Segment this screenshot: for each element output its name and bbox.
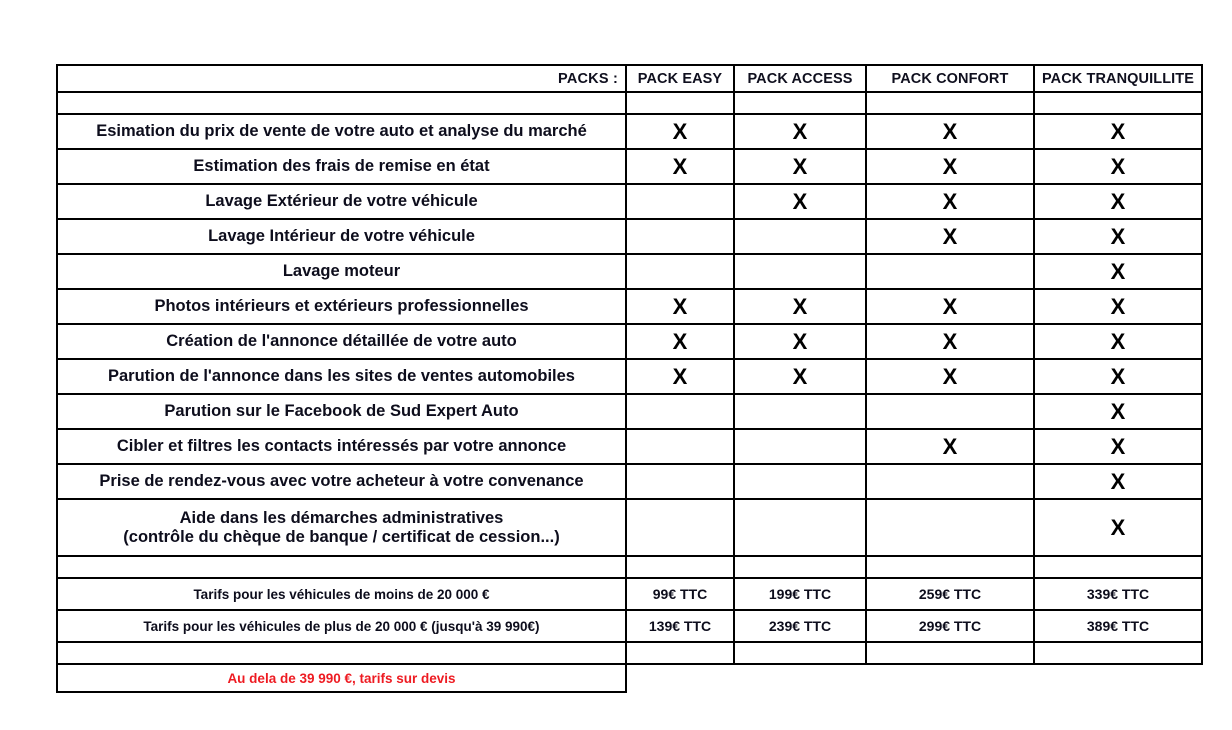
feature-mark-easy — [626, 499, 734, 556]
feature-mark-confort: X — [866, 149, 1034, 184]
feature-mark-confort: X — [866, 359, 1034, 394]
feature-mark-access: X — [734, 149, 866, 184]
feature-mark-easy — [626, 219, 734, 254]
feature-mark-easy: X — [626, 149, 734, 184]
feature-mark-confort — [866, 394, 1034, 429]
feature-mark-easy — [626, 184, 734, 219]
feature-label: Lavage Extérieur de votre véhicule — [57, 184, 626, 219]
header-pack-confort: PACK CONFORT — [866, 65, 1034, 92]
spacer-cell-4 — [1034, 642, 1202, 664]
table-row — [57, 464, 1202, 499]
footnote-empty-4 — [1034, 664, 1202, 692]
feature-mark-access — [734, 499, 866, 556]
feature-mark-tranquillite: X — [1034, 464, 1202, 499]
table-row — [57, 499, 1202, 556]
footnote-text: Au dela de 39 990 €, tarifs sur devis — [57, 664, 626, 692]
feature-label: Lavage moteur — [57, 254, 626, 289]
feature-mark-access: X — [734, 184, 866, 219]
header-pack-easy: PACK EASY — [626, 65, 734, 92]
spacer-cell-1 — [626, 92, 734, 114]
table-header-row — [57, 65, 1202, 92]
spacer-cell-feature — [57, 92, 626, 114]
price-tranquillite: 339€ TTC — [1034, 578, 1202, 610]
feature-mark-confort: X — [866, 289, 1034, 324]
feature-mark-tranquillite: X — [1034, 289, 1202, 324]
feature-label: Lavage Intérieur de votre véhicule — [57, 219, 626, 254]
spacer-cell-4 — [1034, 556, 1202, 578]
feature-mark-confort: X — [866, 324, 1034, 359]
feature-mark-confort: X — [866, 184, 1034, 219]
price-access: 239€ TTC — [734, 610, 866, 642]
feature-label: Photos intérieurs et extérieurs professionnelles — [57, 289, 626, 324]
spacer-cell-3 — [866, 556, 1034, 578]
feature-mark-access — [734, 429, 866, 464]
feature-mark-access: X — [734, 359, 866, 394]
feature-mark-confort — [866, 499, 1034, 556]
footnote-empty-2 — [734, 664, 866, 692]
table-row — [57, 394, 1202, 429]
feature-mark-access — [734, 254, 866, 289]
table-row — [57, 219, 1202, 254]
feature-label: Prise de rendez-vous avec votre acheteur à votre convenance — [57, 464, 626, 499]
feature-mark-tranquillite: X — [1034, 184, 1202, 219]
feature-mark-confort: X — [866, 114, 1034, 149]
spacer-cell-feature — [57, 642, 626, 664]
feature-mark-access — [734, 219, 866, 254]
price-easy: 139€ TTC — [626, 610, 734, 642]
feature-mark-confort — [866, 254, 1034, 289]
spacer-cell-3 — [866, 642, 1034, 664]
price-row — [57, 578, 1202, 610]
header-pack-access: PACK ACCESS — [734, 65, 866, 92]
feature-mark-easy: X — [626, 289, 734, 324]
feature-mark-tranquillite: X — [1034, 429, 1202, 464]
footnote-empty-3 — [866, 664, 1034, 692]
feature-mark-easy — [626, 429, 734, 464]
feature-mark-tranquillite: X — [1034, 114, 1202, 149]
spacer-row-prices — [57, 556, 1202, 578]
price-row — [57, 610, 1202, 642]
table-row — [57, 429, 1202, 464]
feature-mark-confort: X — [866, 429, 1034, 464]
feature-mark-tranquillite: X — [1034, 324, 1202, 359]
header-pack-tranquillite: PACK TRANQUILLITE — [1034, 65, 1202, 92]
feature-mark-confort: X — [866, 219, 1034, 254]
spacer-cell-2 — [734, 92, 866, 114]
feature-mark-easy: X — [626, 359, 734, 394]
feature-label — [57, 499, 626, 556]
feature-mark-tranquillite: X — [1034, 149, 1202, 184]
packs-comparison-table — [56, 64, 1203, 693]
table-row — [57, 149, 1202, 184]
spacer-cell-2 — [734, 556, 866, 578]
spacer-cell-1 — [626, 556, 734, 578]
feature-label-line1: Aide dans les démarches administratives — [179, 508, 504, 527]
footnote-row — [57, 664, 1202, 692]
feature-label: Parution sur le Facebook de Sud Expert Auto — [57, 394, 626, 429]
spacer-row-bottom — [57, 642, 1202, 664]
spacer-cell-3 — [866, 92, 1034, 114]
feature-label: Création de l'annonce détaillée de votre auto — [57, 324, 626, 359]
feature-mark-access — [734, 394, 866, 429]
header-packs-label: PACKS : — [57, 65, 626, 92]
spacer-cell-2 — [734, 642, 866, 664]
table-row — [57, 184, 1202, 219]
table-row — [57, 359, 1202, 394]
price-label: Tarifs pour les véhicules de moins de 20 000 € — [57, 578, 626, 610]
feature-mark-easy — [626, 394, 734, 429]
feature-mark-access: X — [734, 324, 866, 359]
table-row — [57, 254, 1202, 289]
price-easy: 99€ TTC — [626, 578, 734, 610]
spacer-cell-4 — [1034, 92, 1202, 114]
feature-mark-access — [734, 464, 866, 499]
price-confort: 259€ TTC — [866, 578, 1034, 610]
feature-mark-easy: X — [626, 114, 734, 149]
table-row — [57, 324, 1202, 359]
spacer-cell-1 — [626, 642, 734, 664]
table-row — [57, 114, 1202, 149]
price-confort: 299€ TTC — [866, 610, 1034, 642]
feature-mark-confort — [866, 464, 1034, 499]
price-label: Tarifs pour les véhicules de plus de 20 000 € (jusqu'à 39 990€) — [57, 610, 626, 642]
spacer-row-top — [57, 92, 1202, 114]
spacer-cell-feature — [57, 556, 626, 578]
feature-label-line2: (contrôle du chèque de banque / certificat de cession...) — [123, 527, 560, 546]
feature-label: Esimation du prix de vente de votre auto et analyse du marché — [57, 114, 626, 149]
feature-label: Cibler et filtres les contacts intéressés par votre annonce — [57, 429, 626, 464]
feature-mark-tranquillite: X — [1034, 359, 1202, 394]
feature-mark-access: X — [734, 114, 866, 149]
feature-mark-tranquillite: X — [1034, 499, 1202, 556]
table-row — [57, 289, 1202, 324]
price-tranquillite: 389€ TTC — [1034, 610, 1202, 642]
feature-mark-tranquillite: X — [1034, 394, 1202, 429]
feature-label: Estimation des frais de remise en état — [57, 149, 626, 184]
feature-mark-access: X — [734, 289, 866, 324]
feature-label: Parution de l'annonce dans les sites de ventes automobiles — [57, 359, 626, 394]
feature-mark-tranquillite: X — [1034, 254, 1202, 289]
feature-mark-easy — [626, 254, 734, 289]
feature-mark-easy — [626, 464, 734, 499]
price-access: 199€ TTC — [734, 578, 866, 610]
feature-mark-tranquillite: X — [1034, 219, 1202, 254]
footnote-empty-1 — [626, 664, 734, 692]
feature-mark-easy: X — [626, 324, 734, 359]
